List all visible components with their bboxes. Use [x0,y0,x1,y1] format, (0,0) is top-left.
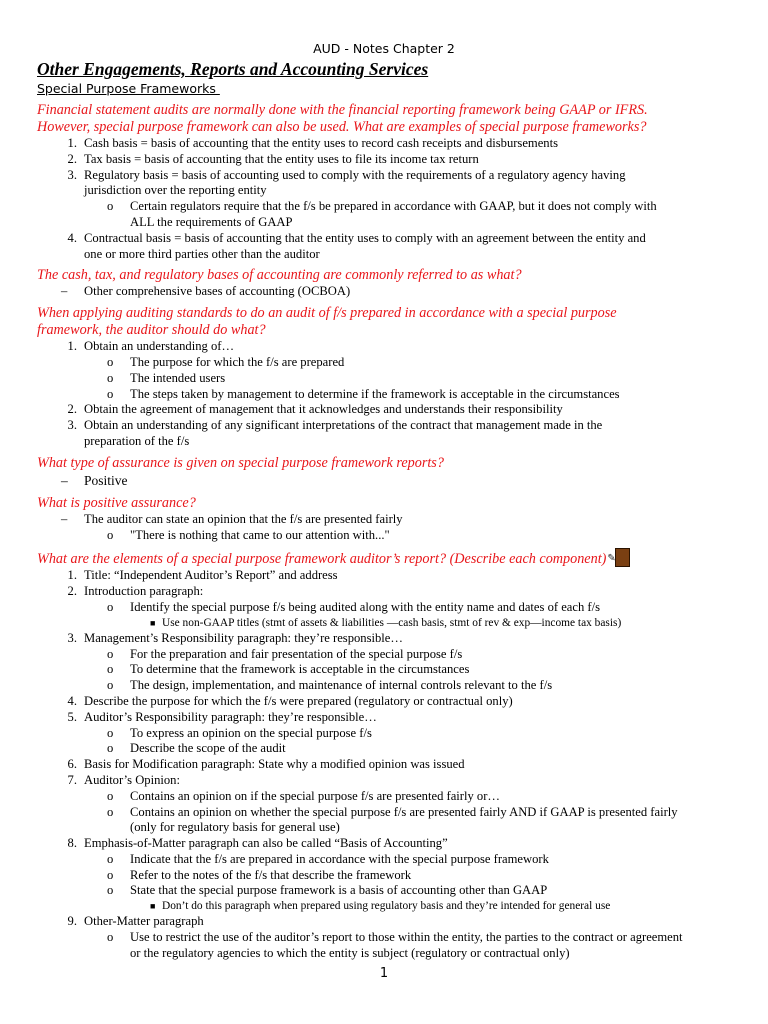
sub-item [37,805,737,837]
line-text: Obtain an understanding of any significant interpretations of the contract that management made in the [84,418,603,433]
bullet-o: o [107,527,114,542]
note-icon [615,548,630,567]
list-marker: – [61,284,68,299]
sub-item [37,883,737,899]
bullet-o: o [107,662,114,677]
list-marker: – [61,472,68,488]
sub-sub-item [37,616,737,631]
list-item [37,284,737,300]
list-marker: 4. [67,230,77,245]
line-text: State that the special purpose framework is a basis of accounting other than GAAP [130,883,548,898]
line-text: The steps taken by management to determine if the framework is acceptable in the circumstances [130,386,620,401]
line-text: "There is nothing that came to our attention with..." [130,527,390,542]
line-text: Management’s Responsibility paragraph: they’re responsible… [84,630,403,645]
bullet-o: o [107,370,114,385]
line-text: Auditor’s Opinion: [84,772,180,787]
question-line: The cash, tax, and regulatory bases of accounting are commonly referred to as what? [37,267,522,284]
line-text: Tax basis = basis of accounting that the entity uses to file its income tax return [84,151,479,166]
line-text: Emphasis-of-Matter paragraph can also be called “Basis of Accounting” [84,836,448,851]
list-marker: 9. [67,914,77,929]
bullet-o: o [107,867,114,882]
question-line: What type of assurance is given on special purpose framework reports? [37,454,444,471]
line-text: Don’t do this paragraph when prepared using regulatory basis and they’re intended for general use [162,900,611,913]
list-item [37,136,737,152]
bullet-o: o [107,386,114,401]
line-text: Use to restrict the use of the auditor’s report to those within the entity, the parties to the contract or agreement [130,930,683,945]
list-marker: 2. [67,584,77,599]
sub-item [37,678,737,694]
line-text: or the regulatory agencies to which the entity is subject (regulatory or contractual only) [130,945,570,960]
list-marker: 7. [67,772,77,787]
list-item [37,836,737,852]
bullet-o: o [107,354,114,369]
line-text: To determine that the framework is acceptable in the circumstances [130,662,470,677]
line-text: Other-Matter paragraph [84,914,204,929]
bullet-o: o [107,646,114,661]
line-text: ALL the requirements of GAAP [130,214,293,229]
line-text: Obtain the agreement of management that it acknowledges and understands their responsibility [84,402,563,417]
line-text: jurisdiction over the reporting entity [84,183,267,198]
sub-item [37,371,737,387]
line-text: Regulatory basis = basis of accounting used to comply with the requirements of a regulatory agency having [84,167,626,182]
bullet-o: o [107,599,114,614]
document-title: Other Engagements, Reports and Accounting Services [37,59,429,79]
line-text: For the preparation and fair presentation of the special purpose f/s [130,646,463,661]
question [37,305,737,339]
line-text: Cash basis = basis of accounting that the entity uses to record cash receipts and disbursements [84,136,559,150]
bullet-o: o [107,678,114,693]
line-text: The intended users [130,370,226,385]
list-item [37,631,737,647]
question-line: Financial statement audits are normally done with the financial reporting framework being GAAP or IFRS. [37,102,648,118]
question [37,495,737,512]
sub-item [37,741,737,757]
sub-item [37,528,737,544]
question-line: What is positive assurance? [37,494,196,511]
question-line: framework, the auditor should do what? [37,322,266,339]
page-number: 1 [379,966,389,981]
line-text: Indicate that the f/s are prepared in accordance with the special purpose framework [130,851,549,866]
list-item [37,694,737,710]
list-marker: 6. [67,757,77,772]
notes-body [37,102,737,962]
line-text: Identify the special purpose f/s being audited along with the entity name and dates of each f/s [130,599,601,614]
line-text: (only for regulatory basis for general use) [130,820,340,835]
line-text: Refer to the notes of the f/s that describe the framework [130,867,412,882]
list-item [37,757,737,773]
list-marker: 3. [67,167,77,182]
list-item [37,231,737,263]
line-text: Basis for Modification paragraph: State why a modified opinion was issued [84,757,465,772]
sub-item [37,387,737,403]
sub-item [37,600,737,616]
line-text: To express an opinion on the special purpose f/s [130,725,372,740]
line-text: Obtain an understanding of… [84,339,235,354]
sub-item [37,930,737,962]
list-marker: 1. [67,568,77,583]
bullet-o: o [107,788,114,803]
line-text: Contains an opinion on whether the special purpose f/s are presented fairly AND if GAAP is presented fairly [130,804,678,819]
question [37,267,737,284]
list-item [37,418,737,450]
sub-item [37,852,737,868]
list-marker: 8. [67,836,77,851]
question-line: When applying auditing standards to do an audit of f/s prepared in accordance with a special purpose [37,305,617,322]
sub-item [37,199,737,231]
bullet-o: o [107,883,114,898]
bullet-o: o [107,804,114,819]
pushpin-icon: ✎ [607,553,616,565]
list-item [37,472,737,490]
question [37,548,737,568]
bullet-o: o [107,930,114,945]
line-text: Contractual basis = basis of accounting that the entity uses to comply with an agreement between the entity and [84,230,646,245]
line-text: preparation of the f/s [84,433,190,448]
list-marker: – [61,511,68,526]
sub-item [37,789,737,805]
line-text: Positive [84,472,128,488]
section-heading: Special Purpose Frameworks [37,81,220,96]
line-text: Certain regulators require that the f/s be prepared in accordance with GAAP, but it does not comply with [130,199,657,214]
list-item [37,168,737,200]
sub-item [37,662,737,678]
line-text: The auditor can state an opinion that the f/s are presented fairly [84,511,403,526]
line-text: Introduction paragraph: [84,584,204,599]
list-marker: 5. [67,709,77,724]
list-item [37,339,737,355]
line-text: The purpose for which the f/s are prepared [130,354,345,369]
sub-item [37,726,737,742]
line-text: Auditor’s Responsibility paragraph: they’re responsible… [84,709,377,724]
list-item [37,512,737,528]
bullet-square: ■ [150,617,156,628]
bullet-square: ■ [150,901,156,912]
list-marker: 4. [67,693,77,708]
list-marker: 2. [67,151,77,166]
bullet-o: o [107,199,114,214]
bullet-o: o [107,741,114,756]
sticky-note-icon[interactable] [607,548,633,566]
list-marker: 1. [67,136,77,150]
line-text: Describe the purpose for which the f/s were prepared (regulatory or contractual only) [84,693,513,708]
bullet-o: o [107,851,114,866]
list-item [37,584,737,600]
question [37,102,737,136]
page-header: AUD - Notes Chapter 2 [313,41,455,56]
sub-item [37,868,737,884]
question-line: However, special purpose framework can also be used. What are examples of special purpose frameworks? [37,119,647,135]
line-text: Title: “Independent Auditor’s Report” and address [84,568,338,583]
sub-item [37,647,737,663]
line-text: Other comprehensive bases of accounting (OCBOA) [84,284,351,299]
list-marker: 3. [67,418,77,433]
list-marker: 2. [67,402,77,417]
line-text: Contains an opinion on if the special purpose f/s are presented fairly or… [130,788,501,803]
list-item [37,152,737,168]
question-line: What are the elements of a special purpose framework auditor’s report? (Describe each component) [37,551,607,568]
list-marker: 3. [67,630,77,645]
question [37,455,737,472]
line-text: Use non-GAAP titles (stmt of assets & liabilities —cash basis, stmt of rev & exp—income tax basis) [162,616,622,629]
list-item [37,773,737,789]
bullet-o: o [107,725,114,740]
line-text: Describe the scope of the audit [130,741,286,756]
list-marker: 1. [67,339,77,354]
list-item [37,568,737,584]
list-item [37,402,737,418]
sub-item [37,355,737,371]
list-item [37,710,737,726]
line-text: one or more third parties other than the auditor [84,246,320,261]
sub-sub-item [37,899,737,914]
list-item [37,914,737,930]
line-text: The design, implementation, and maintenance of internal controls relevant to the f/s [130,678,553,693]
